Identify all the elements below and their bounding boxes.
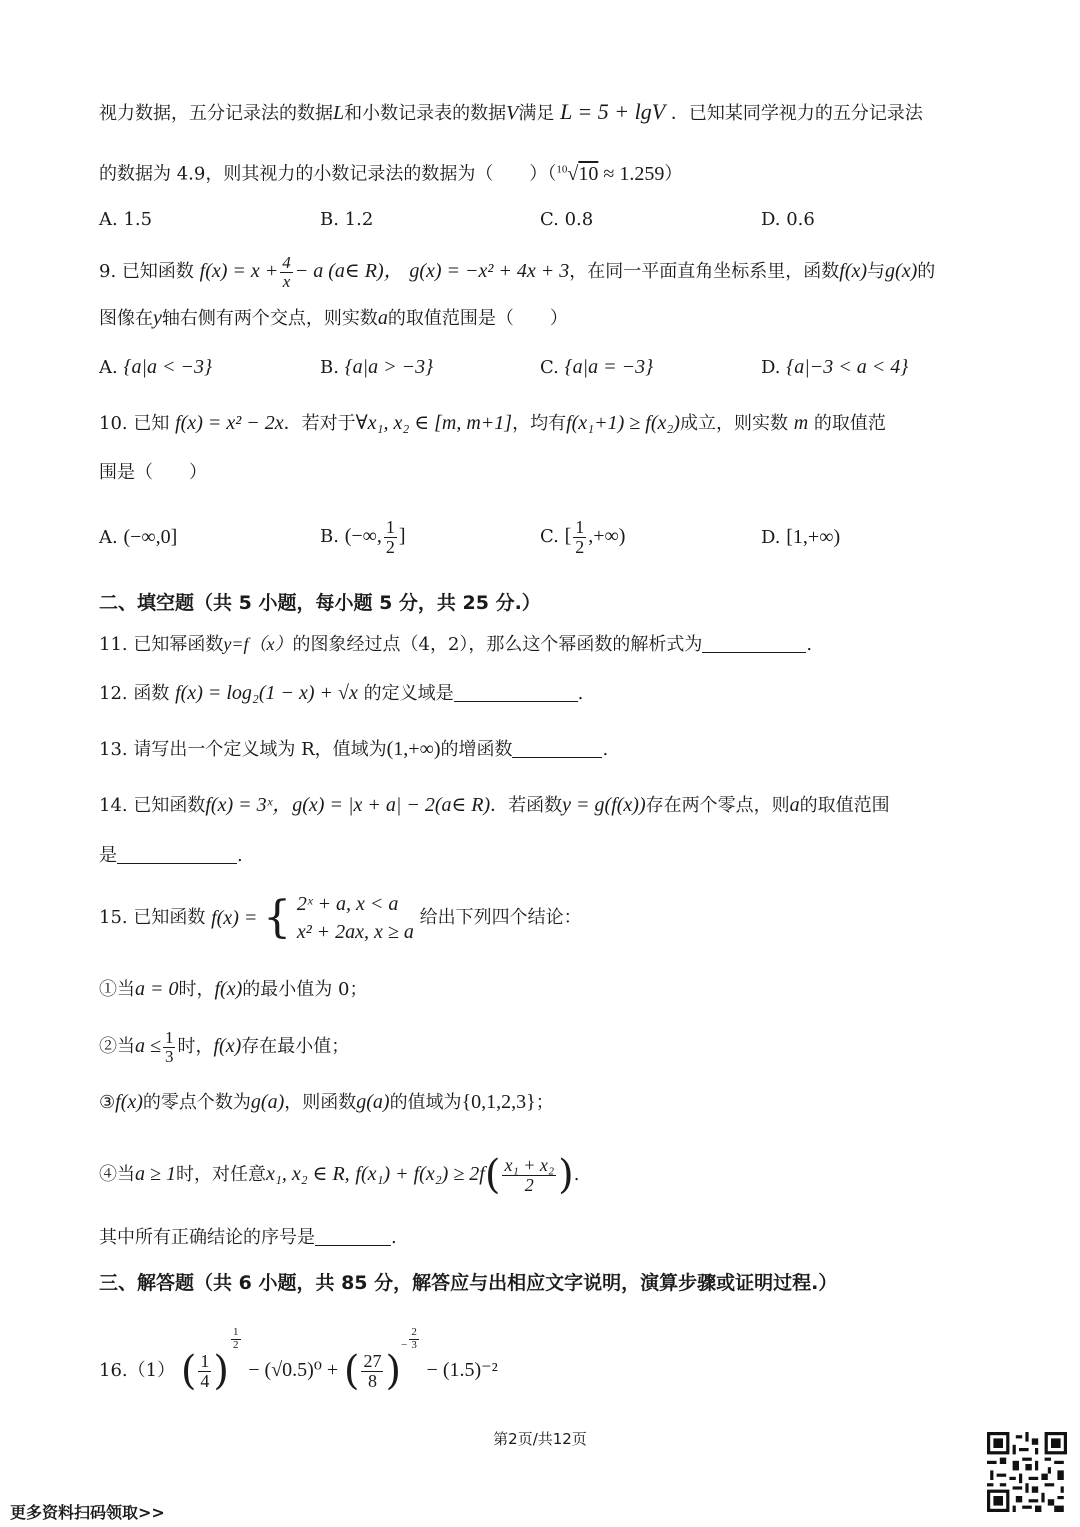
q15-conclusion-1: ①当a = 0时，f(x)的最小值为 0； [99, 978, 368, 1000]
q9-line2: 图像在y轴右侧有两个交点，则实数a的取值范围是（ ） [99, 307, 568, 329]
q8-option-b: B. 1.2 [320, 209, 374, 230]
q14-blank [117, 845, 237, 864]
q15-conclusion-3: ③f(x)的零点个数为g(a)，则函数g(a)的值域为{0,1,2,3}； [99, 1091, 554, 1113]
q8-formula: L = 5 + lgV [560, 99, 666, 124]
q10-option-a: A. (−∞,0] [99, 526, 178, 548]
section-2-heading: 二、填空题（共 5 小题，每小题 5 分，共 25 分.） [99, 592, 541, 614]
q15-conclusion-4: ④当a ≥ 1时，对任意x₁, x₂ ∈ R, f(x₁) + f(x₂) ≥ 2f( $\frac{\text{x₁ + x₂}}{2}$ ). [99, 1152, 580, 1198]
section-3-heading: 三、解答题（共 6 小题，共 85 分，解答应与出相应文字说明，演算步骤或证明过程.） [99, 1272, 838, 1294]
q12: 12. 函数 f(x) = log₂(1 − x) + √x 的定义域是 . [99, 682, 584, 704]
q9-option-d: D. {a|−3 < a < 4} [761, 356, 909, 378]
q16: 16.（1） ( $\frac{1}{4}$ ) $\frac{1}{2}$ − (√0.5)⁰ + ( $\frac{27}{8}$ )− $\frac{2}{3}$ − (1.5)⁻² [99, 1326, 498, 1394]
q8-line1: 视力数据，五分记录法的数据L和小数记录表的数据V满足 L = 5 + lgV ．已知某同学视力的五分记录法 [99, 99, 923, 124]
q10-line2: 围是（ ） [99, 462, 207, 483]
q15-conclusion-2: ②当a ≤ $\frac{1}{3}$ 时，f(x)存在最小值； [99, 1027, 350, 1066]
q15-blank [315, 1227, 391, 1246]
q8-option-a: A. 1.5 [99, 209, 153, 230]
q8-option-c: C. 0.8 [540, 209, 594, 230]
q11-blank [702, 634, 806, 653]
q10-line1: 10. 已知 f(x) = x² − 2x．若对于∀x₁, x₂ ∈ [m, m+1]，均有f(x₁+1) ≥ f(x₂)成立，则实数 m 的取值范 [99, 412, 886, 434]
q14-line1: 14. 已知函数f(x) = 3ˣ，g(x) = |x + a| − 2(a∈ R)．若函数y = g(f(x))存在两个零点，则a的取值范围 [99, 794, 890, 816]
q13: 13. 请写出一个定义域为 R，值域为(1,+∞)的增函数 . [99, 738, 609, 760]
q9-option-c: C. {a|a = −3} [540, 356, 654, 378]
q8-line2: 的数据为 4.9，则其视力的小数记录法的数据为（ ）（$^{10}$√10 ≈ 1.259） [99, 162, 683, 185]
q14-line2: 是 . [99, 845, 243, 866]
q10-option-b: B. (−∞, $\frac{1}{2}$ ] [320, 516, 406, 557]
q15-stem: 15. 已知函数 f(x) = { 2ˣ + a, x < a x² + 2ax, x ≥ a 给出下列四个结论： [99, 892, 582, 943]
page-number: 第2页/共12页 [493, 1430, 587, 1448]
q15-brace: { [263, 892, 292, 943]
q10-option-c: C. [ $\frac{1}{2}$ ,+∞) [540, 516, 626, 557]
q13-blank [512, 739, 602, 758]
qr-code-icon[interactable] [987, 1432, 1067, 1512]
q9-option-a: A. {a|a < −3} [99, 356, 212, 378]
q15-final: 其中所有正确结论的序号是 . [99, 1227, 397, 1248]
q9-line1: 9. 已知函数 f(x) = x + $\frac{4}{x}$ − a (a∈ R)， g(x) = −x² + 4x + 3，在同一平面直角坐标系里，函数f(x)与g(x)的 [99, 252, 936, 291]
q12-blank [454, 683, 578, 702]
q9-option-b: B. {a|a > −3} [320, 356, 434, 378]
q10-option-d: D. [1,+∞) [761, 526, 841, 548]
more-resources-link[interactable]: 更多资料扫码领取>> [10, 1503, 165, 1522]
q11: 11. 已知幂函数y=f（x）的图象经过点（4，2），那么这个幂函数的解析式为 . [99, 634, 813, 655]
q8-option-d: D. 0.6 [761, 209, 815, 230]
